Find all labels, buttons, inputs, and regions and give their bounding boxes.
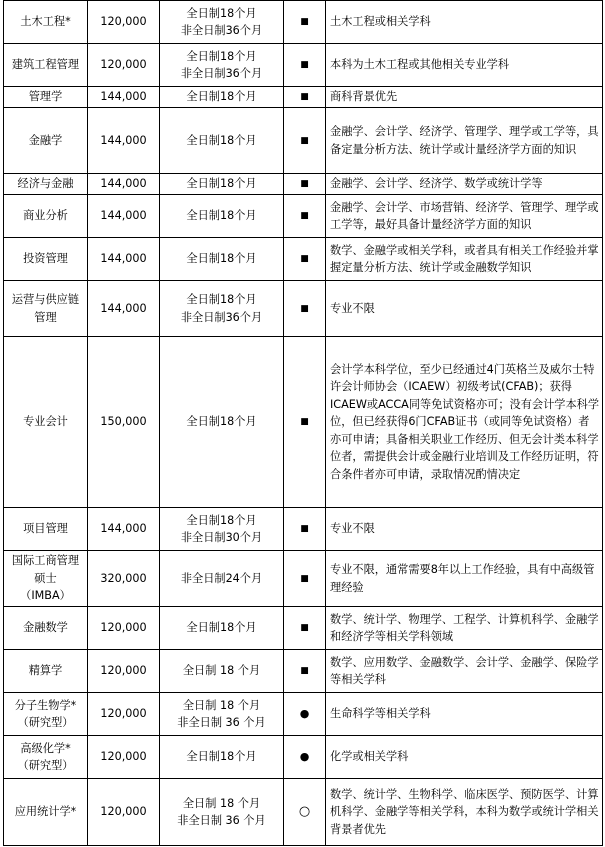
table-row bbox=[4, 281, 603, 337]
requirement-text: 数学、金融学或相关学科，或者具有相关工作经验并掌握定量分析方法、统计学或金融数学知识 bbox=[330, 243, 599, 274]
duration-line: 非全日制 36 个月 bbox=[177, 814, 266, 827]
duration-line: 全日制18个月 bbox=[186, 750, 257, 764]
duration-line: 非全日制 36 个月 bbox=[177, 716, 266, 729]
filled-square-icon: ■ bbox=[300, 417, 309, 428]
duration-line: 全日制 18 个月 bbox=[182, 796, 261, 810]
table-row bbox=[4, 693, 603, 736]
requirement-text: 金融学、会计学、经济学、管理学、理学或工学等，具备定量分析方法、统计学或计量经济学方面的知识 bbox=[330, 125, 599, 156]
program-name: 精算学 bbox=[28, 664, 63, 678]
requirement-cell bbox=[326, 650, 603, 693]
filled-square-icon: ■ bbox=[300, 179, 309, 190]
table-row bbox=[4, 87, 603, 108]
table-row bbox=[4, 108, 603, 174]
duration-cell bbox=[160, 551, 284, 607]
requirement-cell bbox=[326, 693, 603, 736]
duration-line: 全日制18个月 bbox=[186, 90, 257, 104]
table-row bbox=[4, 779, 603, 846]
program-name-cell bbox=[4, 238, 88, 281]
requirement-cell bbox=[326, 238, 603, 281]
requirement-text: 金融学、会计学、市场营销、经济学、管理学、理学或工学等，最好具备计量经济学方面的知识 bbox=[330, 200, 599, 231]
table-row bbox=[4, 174, 603, 195]
table-row bbox=[4, 44, 603, 87]
duration-line: 非全日制30个月 bbox=[180, 531, 263, 544]
filled-square-icon: ■ bbox=[300, 17, 309, 28]
tuition-cell bbox=[88, 87, 160, 108]
program-type-cell bbox=[284, 337, 326, 508]
duration-cell bbox=[160, 693, 284, 736]
requirement-cell bbox=[326, 337, 603, 508]
program-type-cell bbox=[284, 108, 326, 174]
tuition-value: 144,000 bbox=[100, 252, 147, 266]
tuition-cell bbox=[88, 779, 160, 846]
requirement-cell bbox=[326, 1, 603, 44]
table-row bbox=[4, 238, 603, 281]
program-type-cell bbox=[284, 44, 326, 87]
duration-cell bbox=[160, 337, 284, 508]
program-name: 管理学 bbox=[28, 90, 63, 104]
filled-square-icon: ■ bbox=[300, 135, 309, 146]
tuition-cell bbox=[88, 238, 160, 281]
duration-line: 全日制18个月 bbox=[186, 415, 257, 429]
filled-square-icon: ■ bbox=[300, 573, 309, 584]
requirement-text: 化学或相关学科 bbox=[330, 750, 409, 764]
duration-line: 全日制18个月 bbox=[186, 6, 257, 20]
program-name-line: 运营与供应链 bbox=[11, 293, 80, 307]
tuition-cell bbox=[88, 174, 160, 195]
program-type-cell bbox=[284, 650, 326, 693]
program-name-cell bbox=[4, 693, 88, 736]
duration-line: 全日制 18 个月 bbox=[182, 664, 261, 678]
program-name-cell bbox=[4, 87, 88, 108]
tuition-cell bbox=[88, 508, 160, 551]
tuition-value: 144,000 bbox=[100, 90, 147, 104]
filled-square-icon: ■ bbox=[300, 303, 309, 314]
filled-square-icon: ■ bbox=[300, 666, 309, 677]
filled-circle-icon: ● bbox=[299, 707, 310, 721]
duration-cell bbox=[160, 108, 284, 174]
program-name-line: 管理 bbox=[34, 310, 57, 324]
program-name: 经济与金融 bbox=[17, 177, 74, 191]
table-row bbox=[4, 551, 603, 607]
requirement-cell bbox=[326, 44, 603, 87]
program-type-cell bbox=[284, 174, 326, 195]
requirement-cell bbox=[326, 508, 603, 551]
duration-cell bbox=[160, 736, 284, 779]
requirement-cell bbox=[326, 195, 603, 238]
program-name-line: 硕士 bbox=[34, 571, 57, 585]
tuition-cell bbox=[88, 44, 160, 87]
requirement-text: 会计学本科学位，至少已经通过4门英格兰及威尔士特许会计师协会（ICAEW）初级考试(CFAB)；获得ICAEW或ACCA同等免试资格亦可；没有会计学本科学位，但已经获得6门CFAB证书（或同等免试资格）者亦可申请；具备相关职业工作经历、但无会计类本科学位者，需提供会计或金融行业培训及工作经历证明，符合条件者亦可申请，录取情况酌情决定 bbox=[330, 363, 600, 481]
open-circle-icon: ○ bbox=[298, 804, 311, 820]
program-name-line: 分子生物学* bbox=[14, 698, 77, 712]
program-table-body bbox=[4, 1, 603, 846]
table-row bbox=[4, 736, 603, 779]
requirement-text: 数学、统计学、物理学、工程学、计算机科学、金融学和经济学等相关学科领域 bbox=[330, 612, 599, 643]
duration-cell bbox=[160, 174, 284, 195]
duration-cell bbox=[160, 87, 284, 108]
program-name: 专业会计 bbox=[23, 415, 68, 429]
duration-line: 全日制18个月 bbox=[186, 177, 257, 191]
tuition-cell bbox=[88, 650, 160, 693]
duration-line: 全日制18个月 bbox=[186, 513, 257, 527]
duration-cell bbox=[160, 779, 284, 846]
table-row bbox=[4, 195, 603, 238]
duration-line: 全日制18个月 bbox=[186, 49, 257, 63]
program-name-cell bbox=[4, 44, 88, 87]
requirement-text: 土木工程或相关学科 bbox=[330, 15, 431, 29]
filled-square-icon: ■ bbox=[300, 60, 309, 71]
program-name-cell bbox=[4, 108, 88, 174]
requirement-text: 专业不限 bbox=[330, 522, 375, 536]
tuition-value: 120,000 bbox=[100, 15, 147, 29]
tuition-cell bbox=[88, 551, 160, 607]
duration-cell bbox=[160, 508, 284, 551]
program-type-cell bbox=[284, 551, 326, 607]
program-name-cell bbox=[4, 779, 88, 846]
program-name-cell bbox=[4, 551, 88, 607]
tuition-value: 144,000 bbox=[100, 177, 147, 191]
duration-cell bbox=[160, 44, 284, 87]
tuition-cell bbox=[88, 693, 160, 736]
requirement-text: 专业不限 bbox=[330, 301, 375, 315]
program-name-cell bbox=[4, 650, 88, 693]
requirement-cell bbox=[326, 174, 603, 195]
program-name-line: 国际工商管理 bbox=[11, 554, 80, 568]
filled-square-icon: ■ bbox=[300, 211, 309, 222]
requirement-text: 生命科学等相关学科 bbox=[330, 707, 431, 721]
program-name: 投资管理 bbox=[23, 252, 68, 266]
table-row bbox=[4, 1, 603, 44]
tuition-value: 320,000 bbox=[100, 571, 147, 585]
duration-line: 非全日制36个月 bbox=[180, 310, 263, 324]
program-name: 项目管理 bbox=[23, 522, 68, 536]
program-type-cell bbox=[284, 508, 326, 551]
program-type-cell bbox=[284, 87, 326, 108]
tuition-cell bbox=[88, 195, 160, 238]
duration-cell bbox=[160, 238, 284, 281]
tuition-cell bbox=[88, 736, 160, 779]
tuition-value: 120,000 bbox=[100, 621, 147, 635]
requirement-cell bbox=[326, 551, 603, 607]
requirement-cell bbox=[326, 87, 603, 108]
program-name-line: 高级化学* bbox=[20, 741, 71, 755]
requirement-cell bbox=[326, 736, 603, 779]
program-type-cell bbox=[284, 607, 326, 650]
tuition-cell bbox=[88, 108, 160, 174]
program-type-cell bbox=[284, 693, 326, 736]
tuition-value: 120,000 bbox=[100, 805, 147, 819]
program-type-cell bbox=[284, 1, 326, 44]
program-name: 土木工程* bbox=[20, 15, 71, 29]
program-name-cell bbox=[4, 736, 88, 779]
filled-square-icon: ■ bbox=[300, 254, 309, 265]
requirement-text: 专业不限，通常需要8年以上工作经验，具有中高级管理经验 bbox=[330, 563, 595, 594]
duration-line: 全日制18个月 bbox=[186, 621, 257, 635]
duration-line: 非全日制24个月 bbox=[180, 571, 263, 585]
duration-cell bbox=[160, 650, 284, 693]
program-type-cell bbox=[284, 195, 326, 238]
requirement-text: 数学、统计学、生物科学、临床医学、预防医学、计算机科学、金融学等相关学科，本科为数学或统计学相关背景者优先 bbox=[330, 787, 599, 836]
program-name-cell bbox=[4, 174, 88, 195]
tuition-value: 120,000 bbox=[100, 707, 147, 721]
table-row bbox=[4, 650, 603, 693]
duration-cell bbox=[160, 281, 284, 337]
requirement-text: 数学、应用数学、金融数学、会计学、金融学、保险学等相关学科 bbox=[330, 655, 599, 686]
requirement-cell bbox=[326, 108, 603, 174]
program-type-cell bbox=[284, 736, 326, 779]
program-name: 金融学 bbox=[28, 133, 63, 147]
program-name: 商业分析 bbox=[23, 209, 68, 223]
duration-line: 全日制18个月 bbox=[186, 293, 257, 307]
program-name-cell bbox=[4, 607, 88, 650]
program-name-cell bbox=[4, 1, 88, 44]
table-row bbox=[4, 337, 603, 508]
program-name: 建筑工程管理 bbox=[11, 58, 80, 72]
program-name-line: （研究型） bbox=[17, 759, 74, 772]
tuition-cell bbox=[88, 607, 160, 650]
requirement-cell bbox=[326, 607, 603, 650]
requirement-text: 金融学、会计学、经济学、数学或统计学等 bbox=[330, 177, 543, 191]
program-name-cell bbox=[4, 508, 88, 551]
requirement-text: 商科背景优先 bbox=[330, 90, 398, 104]
program-name-cell bbox=[4, 195, 88, 238]
duration-cell bbox=[160, 1, 284, 44]
program-name: 应用统计学* bbox=[14, 805, 77, 819]
duration-line: 非全日制36个月 bbox=[180, 67, 263, 80]
tuition-cell bbox=[88, 281, 160, 337]
table-row bbox=[4, 508, 603, 551]
filled-square-icon: ■ bbox=[300, 524, 309, 535]
tuition-value: 144,000 bbox=[100, 209, 147, 223]
tuition-value: 144,000 bbox=[100, 522, 147, 536]
program-type-cell bbox=[284, 281, 326, 337]
program-name-cell bbox=[4, 337, 88, 508]
tuition-value: 120,000 bbox=[100, 664, 147, 678]
program-name-cell bbox=[4, 281, 88, 337]
program-name-line: （IMBA） bbox=[20, 589, 71, 603]
tuition-value: 150,000 bbox=[100, 415, 147, 429]
tuition-cell bbox=[88, 1, 160, 44]
tuition-value: 144,000 bbox=[100, 133, 147, 147]
tuition-value: 120,000 bbox=[100, 58, 147, 72]
table-row bbox=[4, 607, 603, 650]
program-name-line: （研究型） bbox=[17, 716, 74, 729]
requirement-cell bbox=[326, 281, 603, 337]
program-name: 金融数学 bbox=[23, 621, 68, 635]
requirement-text: 本科为土木工程或其他相关专业学科 bbox=[330, 58, 510, 72]
filled-square-icon: ■ bbox=[300, 92, 309, 103]
tuition-value: 144,000 bbox=[100, 301, 147, 315]
filled-circle-icon: ● bbox=[299, 750, 310, 764]
duration-line: 非全日制36个月 bbox=[180, 24, 263, 37]
duration-line: 全日制18个月 bbox=[186, 133, 257, 147]
duration-cell bbox=[160, 195, 284, 238]
program-table bbox=[3, 0, 603, 846]
tuition-cell bbox=[88, 337, 160, 508]
program-type-cell bbox=[284, 238, 326, 281]
duration-line: 全日制 18 个月 bbox=[182, 698, 261, 712]
filled-square-icon: ■ bbox=[300, 623, 309, 634]
duration-cell bbox=[160, 607, 284, 650]
requirement-cell bbox=[326, 779, 603, 846]
tuition-value: 120,000 bbox=[100, 750, 147, 764]
program-type-cell bbox=[284, 779, 326, 846]
duration-line: 全日制18个月 bbox=[186, 252, 257, 266]
duration-line: 全日制18个月 bbox=[186, 209, 257, 223]
